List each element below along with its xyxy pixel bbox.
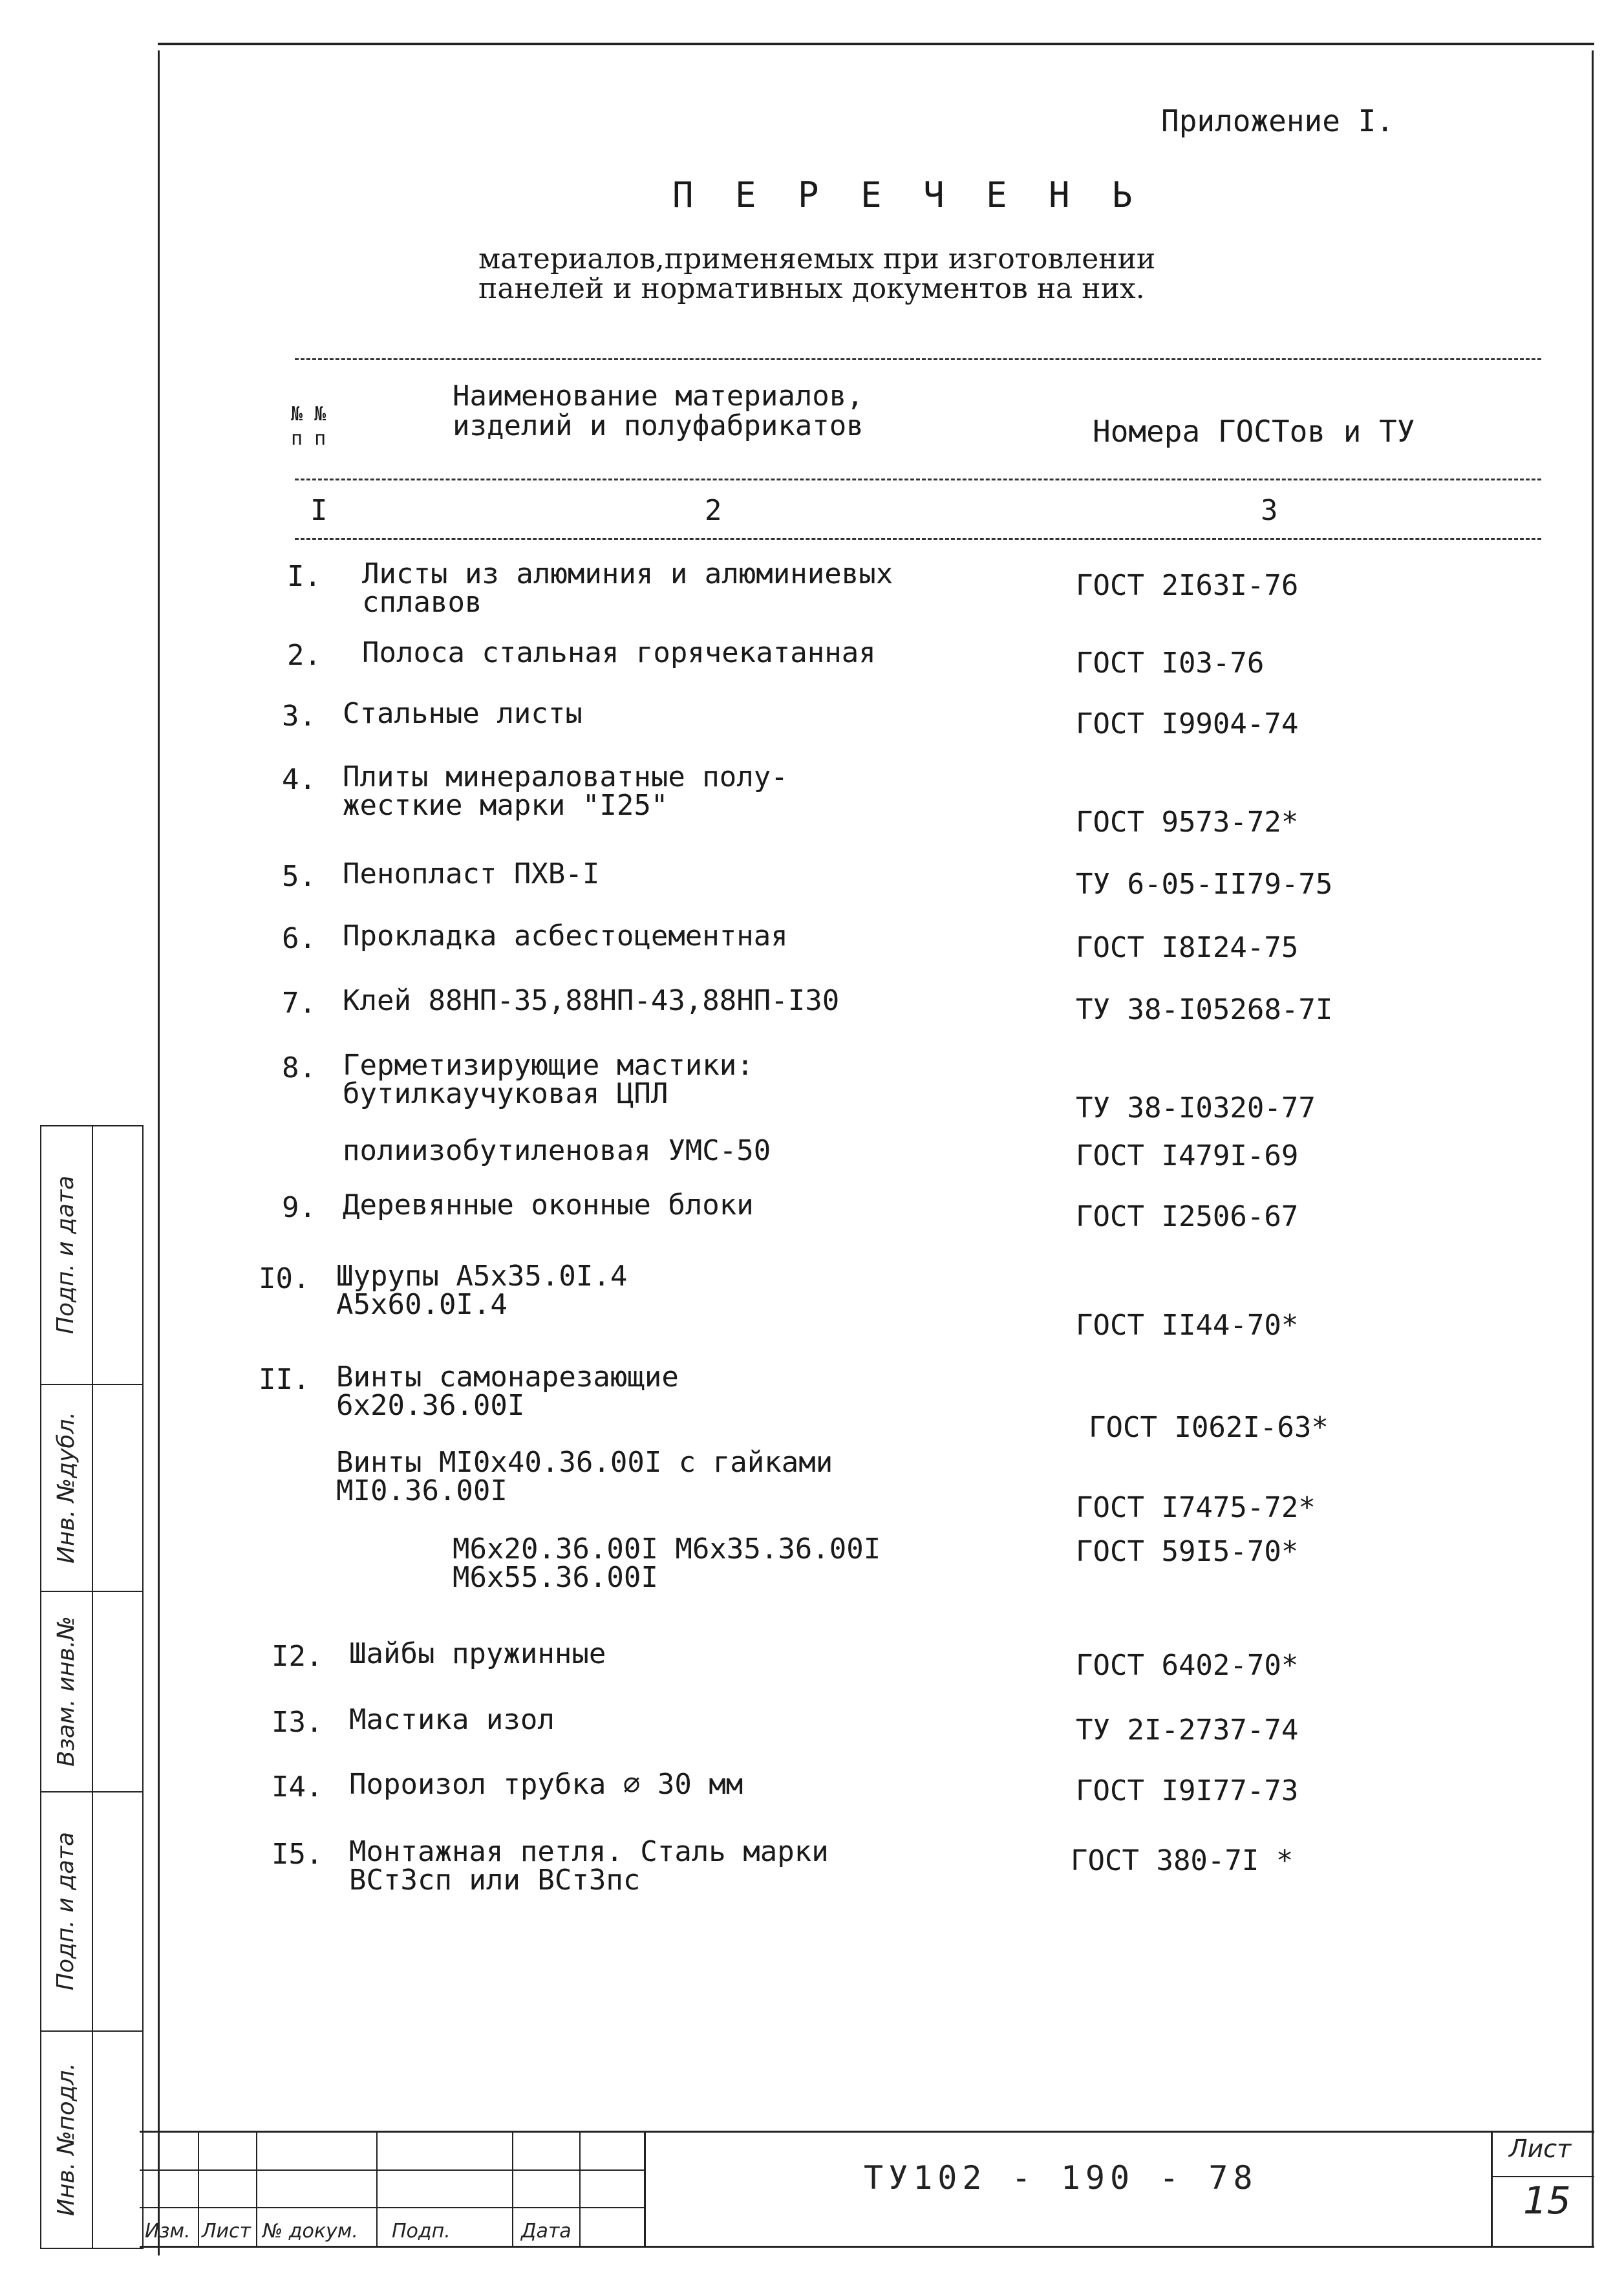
- stamp-label-inv-orig: Инв. №подл.: [52, 2062, 80, 2216]
- row-name: Деревянные оконные блоки: [343, 1189, 754, 1222]
- row-name: Листы из алюминия и алюминиевых сплавов: [362, 557, 893, 619]
- document-title: П Е Р Е Ч Е Н Ь: [672, 175, 1143, 215]
- row-gost: ТУ 6-05-II79-75: [1076, 868, 1333, 901]
- row-name: Шайбы пружинные: [349, 1637, 606, 1670]
- tb-line: [140, 2131, 1594, 2133]
- binding-stamp: [40, 1125, 144, 2249]
- tb-col-change: Изм.: [145, 2220, 191, 2243]
- row-gost: ТУ 38-I05268-7I: [1076, 993, 1333, 1026]
- row-number: II.: [259, 1363, 310, 1396]
- stamp-label-inv-dupl: Инв. №дубл.: [52, 1411, 80, 1564]
- tb-document-designation: ТУ102 - 190 - 78: [864, 2159, 1258, 2197]
- row-name: Шурупы А5х35.0I.4 А5х60.0I.4: [336, 1260, 628, 1321]
- stamp-label-replace-inv: Взам. инв.№: [52, 1615, 80, 1767]
- row-number: 5.: [282, 860, 316, 893]
- table-top-rule: [295, 358, 1541, 360]
- column-number-1: I: [310, 494, 328, 527]
- stamp-label-sign-date-2: Подп. и дата: [52, 1175, 80, 1334]
- row-gost: ГОСТ I03-76: [1076, 647, 1265, 680]
- tb-sheet-number: 15: [1523, 2179, 1571, 2223]
- row-number: 7.: [282, 987, 316, 1020]
- row-name: Винты МI0х40.36.00I с гайками МI0.36.00I: [336, 1446, 833, 1507]
- row-name: Полоса стальная горячекатанная: [362, 636, 876, 669]
- row-name: Прокладка асбестоцементная: [343, 920, 788, 953]
- tb-sheet-label: Лист: [1509, 2135, 1572, 2163]
- row-number: 3.: [282, 700, 316, 733]
- row-gost: ГОСТ 59I5-70*: [1076, 1535, 1299, 1568]
- row-number: 6.: [282, 922, 316, 955]
- tb-col-date: Дата: [521, 2220, 572, 2243]
- tb-line: [256, 2131, 257, 2247]
- row-gost: ГОСТ I8I24-75: [1076, 931, 1299, 964]
- page-frame-top: [158, 43, 1594, 45]
- row-gost: ТУ 2I-2737-74: [1076, 1714, 1299, 1747]
- row-name: Монтажная петля. Сталь марки ВСт3сп или ВСт3пс: [349, 1835, 829, 1897]
- row-number: I0.: [259, 1262, 310, 1295]
- stamp-line: [142, 1125, 144, 2249]
- row-name: Стальные листы: [343, 697, 582, 730]
- row-name: М6х20.36.00I М6х35.36.00I М6х55.36.00I: [453, 1533, 881, 1594]
- row-number: 9.: [282, 1191, 316, 1224]
- row-number: 8.: [282, 1051, 316, 1084]
- header-name: Наименование материалов, изделий и полуфабрикатов: [453, 380, 864, 442]
- row-gost: ГОСТ 9573-72*: [1076, 806, 1299, 839]
- row-number: I5.: [272, 1838, 323, 1871]
- appendix-label: Приложение I.: [1161, 103, 1394, 138]
- tb-line: [1491, 2176, 1594, 2177]
- row-name: Клей 88НП-35,88НП-43,88НП-I30: [343, 984, 840, 1017]
- tb-col-sheet: Лист: [202, 2220, 251, 2243]
- title-block: [140, 2131, 1594, 2247]
- tb-line: [376, 2131, 378, 2247]
- tb-line: [512, 2131, 513, 2247]
- column-number-3: 3: [1261, 494, 1278, 527]
- stamp-line: [92, 1125, 93, 2249]
- row-gost: ГОСТ I9I77-73: [1076, 1774, 1299, 1807]
- row-name: Плиты минераловатные полу- жесткие марки "I25": [343, 760, 788, 822]
- document-subtitle: материалов,применяемых при изготовлении панелей и нормативных документов на них.: [478, 242, 1156, 305]
- tb-line: [579, 2131, 581, 2247]
- tb-line: [644, 2131, 646, 2247]
- tb-col-signature: Подп.: [392, 2220, 451, 2243]
- tb-col-doc-number: № докум.: [262, 2220, 358, 2243]
- tb-line: [1491, 2131, 1493, 2247]
- row-number: 4.: [282, 763, 316, 796]
- row-gost: ГОСТ 6402-70*: [1076, 1649, 1299, 1682]
- page-frame-right: [1592, 50, 1594, 2246]
- header-gost: Номера ГОСТов и ТУ: [1093, 414, 1415, 449]
- tb-line: [140, 2207, 644, 2208]
- row-name: Герметизирующие мастики: бутилкаучуковая ЦПЛ: [343, 1049, 754, 1110]
- row-name: Мастика изол: [349, 1703, 555, 1736]
- row-number: I2.: [272, 1640, 323, 1673]
- stamp-label-sign-date: Подп. и дата: [52, 1831, 80, 1990]
- row-name: полиизобутиленовая УМС-50: [343, 1134, 771, 1167]
- row-gost: ГОСТ I2506-67: [1076, 1200, 1299, 1233]
- column-number-2: 2: [705, 494, 722, 527]
- row-number: 2.: [287, 639, 321, 672]
- page-frame-left: [158, 50, 160, 2255]
- tb-line: [140, 2169, 644, 2171]
- tb-line: [198, 2131, 199, 2247]
- row-gost: ТУ 38-I0320-77: [1076, 1092, 1316, 1125]
- row-name: Пенопласт ПХВ-I: [343, 857, 600, 890]
- header-rule: [295, 479, 1541, 480]
- row-number: I3.: [272, 1706, 323, 1739]
- header-number: № № п п: [291, 403, 326, 450]
- row-name: Винты самонарезающие 6х20.36.00I: [336, 1361, 679, 1422]
- row-name: Пороизол трубка ∅ 30 мм: [349, 1768, 743, 1801]
- column-number-rule: [295, 538, 1541, 540]
- tb-line: [140, 2246, 1594, 2248]
- row-gost: ГОСТ I479I-69: [1076, 1139, 1299, 1172]
- row-number: I.: [287, 560, 321, 593]
- row-number: I4.: [272, 1771, 323, 1803]
- row-gost: ГОСТ II44-70*: [1076, 1309, 1299, 1342]
- row-gost: ГОСТ I062I-63*: [1089, 1411, 1329, 1444]
- row-gost: ГОСТ 380-7I *: [1071, 1844, 1294, 1877]
- row-gost: ГОСТ I7475-72*: [1076, 1491, 1316, 1524]
- row-gost: ГОСТ I9904-74: [1076, 707, 1299, 740]
- row-gost: ГОСТ 2I63I-76: [1076, 569, 1299, 602]
- stamp-line: [40, 2248, 144, 2249]
